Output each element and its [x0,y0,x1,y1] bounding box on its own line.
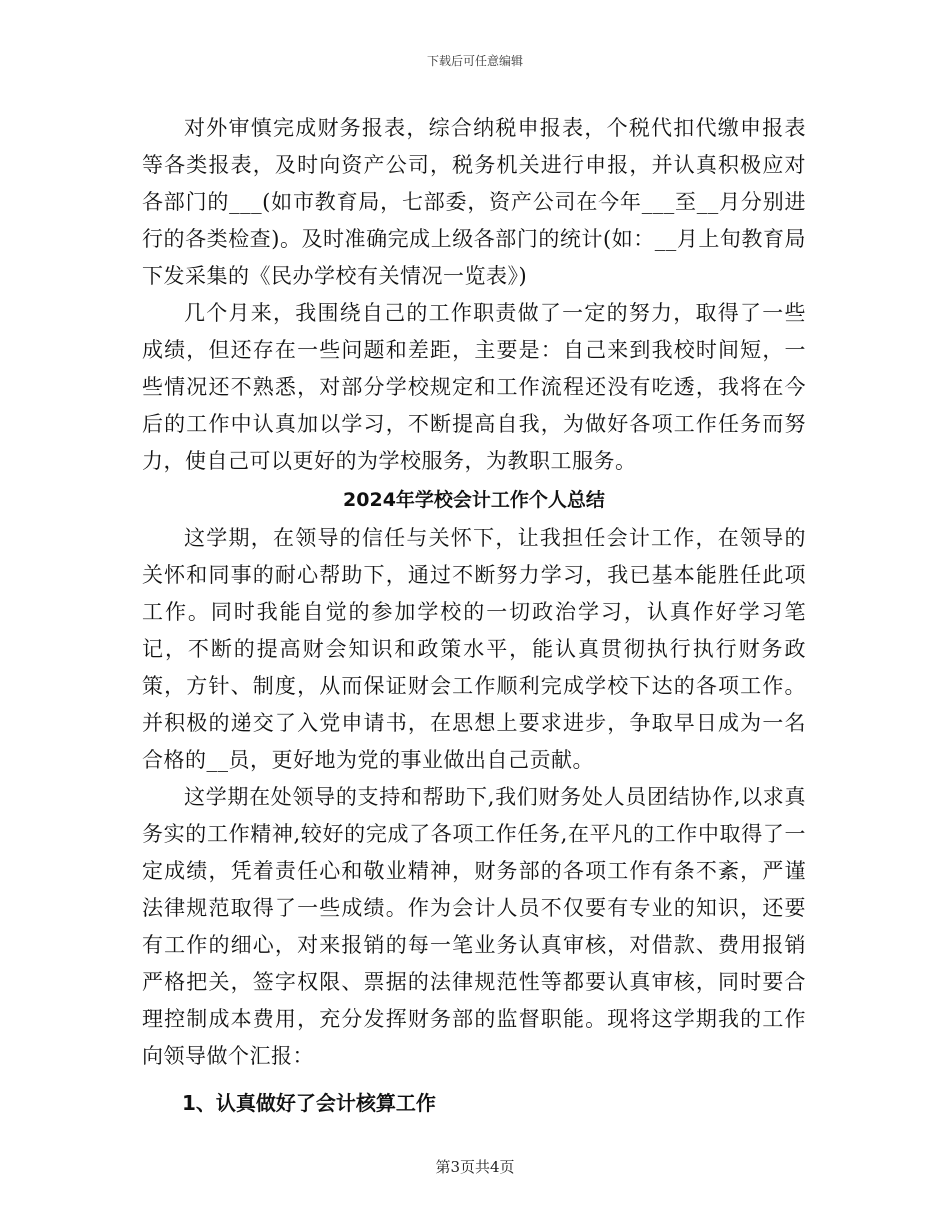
paragraph-work-summary: 这学期在处领导的支持和帮助下,我们财务处人员团结协作,以求真务实的工作精神,较好的完成了各项工作任务,在平凡的工作中取得了一定成绩，凭着责任心和敬业精神，财务部的各项工作有条不紊，严谨法律规范取得了一些成绩。作为会计人员不仅要有专业的知识，还要有工作的细心，对来报销的每一笔业务认真审核，对借款、费用报销严格把关，签字权限、票据的法律规范性等都要认真审核，同时要合理控制成本费用，充分发挥财务部的监督职能。现将这学期我的工作向领导做个汇报： [142,785,806,1068]
paragraph-reporting: 对外审慎完成财务报表，综合纳税申报表，个税代扣代缴申报表等各类报表，及时向资产公司，税务机关进行申报，并认真积极应对各部门的___(如市教育局，七部委，资产公司在今年___至__月分别进行的各类检查)。及时准确完成上级各部门的统计(如：__月上旬教育局下发采集的《民办学校有关情况一览表》) [142,116,806,288]
document-body [142,110,806,1123]
page-number: 第3页共4页 [435,1158,515,1176]
section-heading: 1、认真做好了会计核算工作 [182,1091,436,1115]
paragraph-intro: 这学期，在领导的信任与关怀下，让我担任会计工作，在领导的关怀和同事的耐心帮助下，通过不断努力学习，我已基本能胜任此项工作。同时我能自觉的参加学校的一切政治学习，认真作好学习笔记，不断的提高财会知识和政策水平，能认真贯彻执行执行财务政策，方针、制度，从而保证财会工作顺利完成学校下达的各项工作。并积极的递交了入党申请书，在思想上要求进步，争取早日成为一名合格的__员，更好地为党的事业做出自己贡献。 [142,526,806,772]
document-title: 2024年学校会计工作个人总结 [343,489,605,511]
paragraph-reflection: 几个月来，我围绕自己的工作职责做了一定的努力，取得了一些成绩，但还存在一些问题和差距，主要是：自己来到我校时间短，一些情况还不熟悉，对部分学校规定和工作流程还没有吃透，我将在今后的工作中认真加以学习，不断提高自我，为做好各项工作任务而努力，使自己可以更好的为学校服务，为教职工服务。 [142,301,806,473]
header-note: 下载后可任意编辑 [426,54,523,68]
